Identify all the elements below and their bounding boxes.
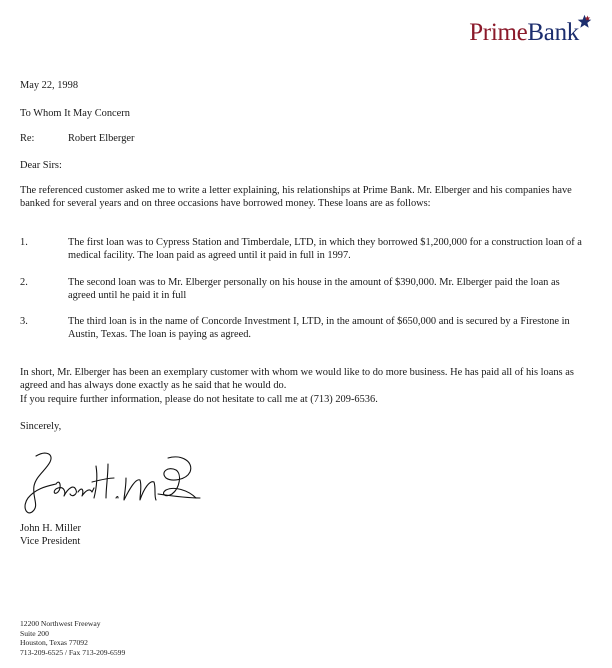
footer-phone-fax: 713-209-6525 / Fax 713-209-6599	[20, 647, 126, 657]
signer-name: John H. Miller	[20, 523, 81, 534]
letter-date: May 22, 1998	[20, 80, 79, 91]
loan-item-text: The third loan is in the name of Concorde Investment I, LTD, in the amount of $650,000 and is secured by a Firestone in Austin, Texas. The loan is paying as agreed.	[68, 316, 570, 341]
star-icon	[577, 14, 592, 29]
re-label: Re:	[20, 133, 35, 144]
loan-item-text: The second loan was to Mr. Elberger personally on his house in the amount of $390,000. Mr. Elberger paid the loan as agreed until he paid it in full	[68, 277, 560, 302]
loan-number: 3.	[20, 316, 28, 327]
logo-wordmark	[469, 20, 579, 45]
footer-suite: Suite 200	[20, 628, 49, 638]
footer-city: Houston, Texas 77092	[20, 638, 88, 648]
footer-street: 12200 Northwest Freeway	[20, 619, 101, 628]
contact-paragraph: If you require further information, please do not hesitate to call me at (713) 209-6536.	[20, 394, 378, 405]
loan-number: 1.	[20, 237, 28, 248]
sign-off: Sincerely,	[20, 421, 62, 432]
letter-addressee: To Whom It May Concern	[20, 108, 130, 119]
prime-bank-logo	[469, 14, 592, 45]
letter-salutation: Dear Sirs:	[20, 160, 62, 171]
re-subject-name: Robert Elberger	[68, 133, 135, 144]
loan-number: 2.	[20, 277, 28, 288]
intro-paragraph: The referenced customer asked me to write a letter explaining, his relationships at Prime Bank. Mr. Elberger and his companies have banked for several years and on three occasions have borrowed money. These loans are as follows:	[20, 185, 572, 210]
footer-address	[20, 619, 125, 657]
logo-prime-text: Prime	[469, 19, 528, 46]
handwritten-signature	[22, 448, 202, 520]
signer-title: Vice President	[20, 536, 81, 547]
logo-bank-text: Bank	[527, 19, 579, 46]
closing-paragraph: In short, Mr. Elberger has been an exemplary customer with whom we would like to do more business. He has paid all of his loans as agreed and has always done exactly as he said that he would do.	[20, 367, 574, 392]
loan-item-text: The first loan was to Cypress Station and Timberdale, LTD, in which they borrowed $1,200,000 for a construction loan of a medical facility. The loan paid as agreed until it paid in full in 1997.	[68, 237, 582, 262]
